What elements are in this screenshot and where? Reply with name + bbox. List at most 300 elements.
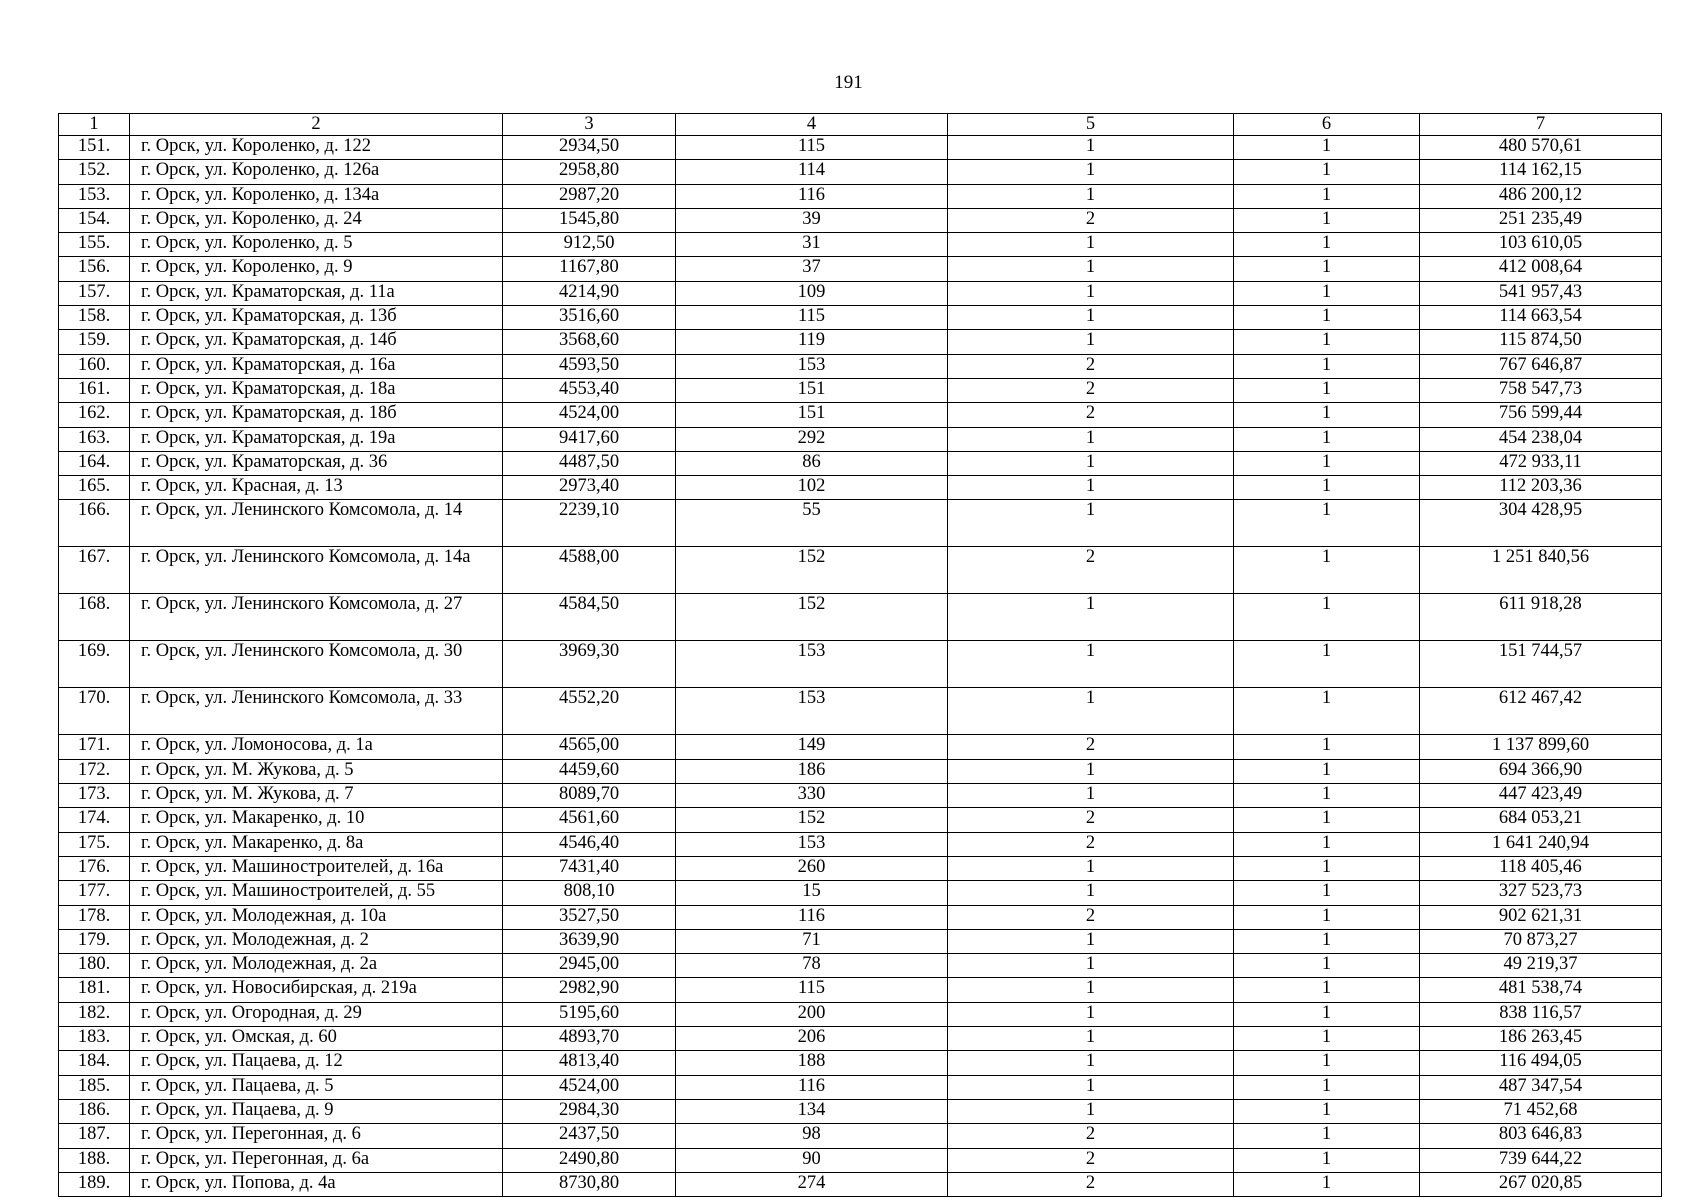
amount-cell: 803 646,83	[1420, 1124, 1662, 1148]
residents-cell: 55	[676, 500, 948, 547]
amount-cell: 767 646,87	[1420, 354, 1662, 378]
area-cell: 2958,80	[503, 160, 676, 184]
value-6-cell: 1	[1234, 281, 1420, 305]
row-number-cell: 171.	[59, 735, 130, 759]
row-number-cell: 187.	[59, 1124, 130, 1148]
value-6-cell: 1	[1234, 233, 1420, 257]
table-row	[59, 476, 1662, 500]
value-6-cell: 1	[1234, 136, 1420, 160]
row-number-cell: 161.	[59, 378, 130, 402]
row-number-cell: 174.	[59, 808, 130, 832]
value-6-cell: 1	[1234, 905, 1420, 929]
value-6-cell: 1	[1234, 378, 1420, 402]
table-row	[59, 281, 1662, 305]
area-cell: 2982,90	[503, 978, 676, 1002]
value-5-cell: 1	[948, 281, 1234, 305]
table-row	[59, 929, 1662, 953]
residents-cell: 186	[676, 759, 948, 783]
address-cell: г. Орск, ул. М. Жукова, д. 7	[130, 784, 503, 808]
residents-cell: 152	[676, 547, 948, 594]
area-cell: 4584,50	[503, 594, 676, 641]
residents-cell: 90	[676, 1148, 948, 1172]
amount-cell: 487 347,54	[1420, 1075, 1662, 1099]
row-number-cell: 179.	[59, 929, 130, 953]
residents-cell: 330	[676, 784, 948, 808]
row-number-cell: 157.	[59, 281, 130, 305]
amount-cell: 267 020,85	[1420, 1172, 1662, 1196]
table-row	[59, 688, 1662, 735]
amount-cell: 304 428,95	[1420, 500, 1662, 547]
address-cell: г. Орск, ул. Пацаева, д. 12	[130, 1051, 503, 1075]
table-row	[59, 905, 1662, 929]
address-cell: г. Орск, ул. М. Жукова, д. 5	[130, 759, 503, 783]
address-cell: г. Орск, ул. Ленинского Комсомола, д. 30	[130, 641, 503, 688]
value-6-cell: 1	[1234, 1099, 1420, 1123]
area-cell: 2934,50	[503, 136, 676, 160]
row-number-cell: 166.	[59, 500, 130, 547]
amount-cell: 541 957,43	[1420, 281, 1662, 305]
value-5-cell: 1	[948, 929, 1234, 953]
value-5-cell: 1	[948, 427, 1234, 451]
row-number-cell: 159.	[59, 330, 130, 354]
amount-cell: 694 366,90	[1420, 759, 1662, 783]
row-number-cell: 158.	[59, 306, 130, 330]
table-row	[59, 208, 1662, 232]
value-6-cell: 1	[1234, 403, 1420, 427]
residents-cell: 188	[676, 1051, 948, 1075]
area-cell: 808,10	[503, 881, 676, 905]
amount-cell: 71 452,68	[1420, 1099, 1662, 1123]
column-number-4: 4	[676, 114, 948, 136]
residents-cell: 119	[676, 330, 948, 354]
address-cell: г. Орск, ул. Попова, д. 4а	[130, 1172, 503, 1196]
value-5-cell: 1	[948, 1027, 1234, 1051]
amount-cell: 902 621,31	[1420, 905, 1662, 929]
value-5-cell: 1	[948, 978, 1234, 1002]
value-6-cell: 1	[1234, 881, 1420, 905]
residents-cell: 152	[676, 808, 948, 832]
amount-cell: 447 423,49	[1420, 784, 1662, 808]
residents-cell: 260	[676, 856, 948, 880]
amount-cell: 327 523,73	[1420, 881, 1662, 905]
table-row	[59, 1075, 1662, 1099]
address-cell: г. Орск, ул. Короленко, д. 126а	[130, 160, 503, 184]
amount-cell: 838 116,57	[1420, 1002, 1662, 1026]
value-6-cell: 1	[1234, 1148, 1420, 1172]
area-cell: 3516,60	[503, 306, 676, 330]
value-5-cell: 1	[948, 594, 1234, 641]
column-number-5: 5	[948, 114, 1234, 136]
row-number-cell: 169.	[59, 641, 130, 688]
row-number-cell: 154.	[59, 208, 130, 232]
table-row	[59, 1124, 1662, 1148]
row-number-cell: 160.	[59, 354, 130, 378]
value-5-cell: 2	[948, 378, 1234, 402]
column-number-6: 6	[1234, 114, 1420, 136]
table-row	[59, 403, 1662, 427]
table-row	[59, 160, 1662, 184]
area-cell: 4459,60	[503, 759, 676, 783]
value-5-cell: 2	[948, 208, 1234, 232]
residents-cell: 39	[676, 208, 948, 232]
value-5-cell: 1	[948, 881, 1234, 905]
value-5-cell: 1	[948, 1099, 1234, 1123]
value-6-cell: 1	[1234, 1051, 1420, 1075]
residents-cell: 115	[676, 306, 948, 330]
table-row	[59, 330, 1662, 354]
residents-cell: 109	[676, 281, 948, 305]
value-6-cell: 1	[1234, 476, 1420, 500]
address-cell: г. Орск, ул. Короленко, д. 122	[130, 136, 503, 160]
area-cell: 3527,50	[503, 905, 676, 929]
residents-cell: 153	[676, 641, 948, 688]
area-cell: 4524,00	[503, 1075, 676, 1099]
row-number-cell: 184.	[59, 1051, 130, 1075]
amount-cell: 118 405,46	[1420, 856, 1662, 880]
amount-cell: 1 137 899,60	[1420, 735, 1662, 759]
area-cell: 4214,90	[503, 281, 676, 305]
table-row	[59, 784, 1662, 808]
column-number-7: 7	[1420, 114, 1662, 136]
table-row	[59, 451, 1662, 475]
table-body	[59, 114, 1662, 1197]
row-number-cell: 189.	[59, 1172, 130, 1196]
area-cell: 2987,20	[503, 184, 676, 208]
table-row	[59, 427, 1662, 451]
residents-cell: 149	[676, 735, 948, 759]
value-5-cell: 2	[948, 905, 1234, 929]
table-row	[59, 1027, 1662, 1051]
value-5-cell: 1	[948, 954, 1234, 978]
area-cell: 4565,00	[503, 735, 676, 759]
table-row	[59, 500, 1662, 547]
row-number-cell: 163.	[59, 427, 130, 451]
table-row	[59, 136, 1662, 160]
row-number-cell: 173.	[59, 784, 130, 808]
value-5-cell: 1	[948, 476, 1234, 500]
residents-cell: 200	[676, 1002, 948, 1026]
amount-cell: 114 162,15	[1420, 160, 1662, 184]
residents-cell: 71	[676, 929, 948, 953]
column-number-2: 2	[130, 114, 503, 136]
area-cell: 2490,80	[503, 1148, 676, 1172]
value-5-cell: 2	[948, 1124, 1234, 1148]
residents-cell: 153	[676, 832, 948, 856]
row-number-cell: 165.	[59, 476, 130, 500]
residents-cell: 114	[676, 160, 948, 184]
value-5-cell: 2	[948, 403, 1234, 427]
row-number-cell: 162.	[59, 403, 130, 427]
amount-cell: 486 200,12	[1420, 184, 1662, 208]
value-6-cell: 1	[1234, 1002, 1420, 1026]
address-cell: г. Орск, ул. Молодежная, д. 2а	[130, 954, 503, 978]
page-number: 191	[834, 72, 863, 93]
area-cell: 8730,80	[503, 1172, 676, 1196]
residents-cell: 31	[676, 233, 948, 257]
address-cell: г. Орск, ул. Короленко, д. 24	[130, 208, 503, 232]
area-cell: 7431,40	[503, 856, 676, 880]
residents-cell: 153	[676, 354, 948, 378]
value-5-cell: 1	[948, 641, 1234, 688]
row-number-cell: 176.	[59, 856, 130, 880]
value-6-cell: 1	[1234, 257, 1420, 281]
table-row	[59, 1002, 1662, 1026]
area-cell: 4561,60	[503, 808, 676, 832]
value-5-cell: 1	[948, 257, 1234, 281]
column-number-1: 1	[59, 114, 130, 136]
value-6-cell: 1	[1234, 160, 1420, 184]
row-number-cell: 164.	[59, 451, 130, 475]
address-cell: г. Орск, ул. Ленинского Комсомола, д. 14	[130, 500, 503, 547]
address-cell: г. Орск, ул. Молодежная, д. 10а	[130, 905, 503, 929]
value-6-cell: 1	[1234, 929, 1420, 953]
table-row	[59, 641, 1662, 688]
table-row	[59, 354, 1662, 378]
value-6-cell: 1	[1234, 954, 1420, 978]
address-cell: г. Орск, ул. Краматорская, д. 19а	[130, 427, 503, 451]
address-cell: г. Орск, ул. Молодежная, д. 2	[130, 929, 503, 953]
address-cell: г. Орск, ул. Краматорская, д. 16а	[130, 354, 503, 378]
row-number-cell: 186.	[59, 1099, 130, 1123]
value-6-cell: 1	[1234, 306, 1420, 330]
table-row	[59, 257, 1662, 281]
address-cell: г. Орск, ул. Краматорская, д. 11а	[130, 281, 503, 305]
value-5-cell: 2	[948, 1148, 1234, 1172]
address-cell: г. Орск, ул. Новосибирская, д. 219а	[130, 978, 503, 1002]
data-table	[58, 113, 1662, 1197]
residents-cell: 134	[676, 1099, 948, 1123]
residents-cell: 115	[676, 136, 948, 160]
table-row	[59, 735, 1662, 759]
table-header-row	[59, 114, 1662, 136]
value-6-cell: 1	[1234, 354, 1420, 378]
area-cell: 4588,00	[503, 547, 676, 594]
value-5-cell: 1	[948, 759, 1234, 783]
amount-cell: 756 599,44	[1420, 403, 1662, 427]
amount-cell: 1 251 840,56	[1420, 547, 1662, 594]
residents-cell: 116	[676, 1075, 948, 1099]
address-cell: г. Орск, ул. Макаренко, д. 10	[130, 808, 503, 832]
amount-cell: 112 203,36	[1420, 476, 1662, 500]
value-5-cell: 1	[948, 136, 1234, 160]
row-number-cell: 167.	[59, 547, 130, 594]
value-5-cell: 1	[948, 856, 1234, 880]
area-cell: 1545,80	[503, 208, 676, 232]
residents-cell: 78	[676, 954, 948, 978]
address-cell: г. Орск, ул. Короленко, д. 5	[130, 233, 503, 257]
value-5-cell: 1	[948, 233, 1234, 257]
value-5-cell: 2	[948, 808, 1234, 832]
value-5-cell: 2	[948, 547, 1234, 594]
table-row	[59, 306, 1662, 330]
row-number-cell: 182.	[59, 1002, 130, 1026]
row-number-cell: 156.	[59, 257, 130, 281]
value-6-cell: 1	[1234, 1027, 1420, 1051]
residents-cell: 206	[676, 1027, 948, 1051]
value-6-cell: 1	[1234, 856, 1420, 880]
area-cell: 2239,10	[503, 500, 676, 547]
address-cell: г. Орск, ул. Ленинского Комсомола, д. 27	[130, 594, 503, 641]
area-cell: 3568,60	[503, 330, 676, 354]
table-row	[59, 881, 1662, 905]
row-number-cell: 175.	[59, 832, 130, 856]
address-cell: г. Орск, ул. Короленко, д. 134а	[130, 184, 503, 208]
value-5-cell: 1	[948, 306, 1234, 330]
residents-cell: 152	[676, 594, 948, 641]
amount-cell: 739 644,22	[1420, 1148, 1662, 1172]
amount-cell: 412 008,64	[1420, 257, 1662, 281]
area-cell: 5195,60	[503, 1002, 676, 1026]
value-5-cell: 2	[948, 1172, 1234, 1196]
residents-cell: 116	[676, 184, 948, 208]
amount-cell: 186 263,45	[1420, 1027, 1662, 1051]
address-cell: г. Орск, ул. Машиностроителей, д. 16а	[130, 856, 503, 880]
residents-cell: 292	[676, 427, 948, 451]
value-5-cell: 2	[948, 735, 1234, 759]
table-row	[59, 547, 1662, 594]
value-5-cell: 1	[948, 1051, 1234, 1075]
value-5-cell: 1	[948, 160, 1234, 184]
address-cell: г. Орск, ул. Краматорская, д. 18а	[130, 378, 503, 402]
address-cell: г. Орск, ул. Перегонная, д. 6а	[130, 1148, 503, 1172]
area-cell: 2437,50	[503, 1124, 676, 1148]
address-cell: г. Орск, ул. Машиностроителей, д. 55	[130, 881, 503, 905]
area-cell: 4813,40	[503, 1051, 676, 1075]
address-cell: г. Орск, ул. Краматорская, д. 14б	[130, 330, 503, 354]
area-cell: 4553,40	[503, 378, 676, 402]
value-5-cell: 2	[948, 832, 1234, 856]
row-number-cell: 152.	[59, 160, 130, 184]
row-number-cell: 181.	[59, 978, 130, 1002]
row-number-cell: 151.	[59, 136, 130, 160]
amount-cell: 114 663,54	[1420, 306, 1662, 330]
value-6-cell: 1	[1234, 547, 1420, 594]
value-5-cell: 1	[948, 184, 1234, 208]
address-cell: г. Орск, ул. Ленинского Комсомола, д. 33	[130, 688, 503, 735]
amount-cell: 115 874,50	[1420, 330, 1662, 354]
residents-cell: 102	[676, 476, 948, 500]
area-cell: 2945,00	[503, 954, 676, 978]
value-5-cell: 1	[948, 784, 1234, 808]
value-6-cell: 1	[1234, 1124, 1420, 1148]
address-cell: г. Орск, ул. Краматорская, д. 13б	[130, 306, 503, 330]
table-row	[59, 1051, 1662, 1075]
amount-cell: 684 053,21	[1420, 808, 1662, 832]
amount-cell: 472 933,11	[1420, 451, 1662, 475]
table-row	[59, 954, 1662, 978]
table-row	[59, 978, 1662, 1002]
amount-cell: 251 235,49	[1420, 208, 1662, 232]
table-row	[59, 759, 1662, 783]
value-6-cell: 1	[1234, 641, 1420, 688]
value-6-cell: 1	[1234, 184, 1420, 208]
table-row	[59, 808, 1662, 832]
value-5-cell: 1	[948, 688, 1234, 735]
value-6-cell: 1	[1234, 451, 1420, 475]
table-row	[59, 1148, 1662, 1172]
table-row	[59, 184, 1662, 208]
row-number-cell: 183.	[59, 1027, 130, 1051]
residents-cell: 151	[676, 403, 948, 427]
value-6-cell: 1	[1234, 832, 1420, 856]
row-number-cell: 155.	[59, 233, 130, 257]
amount-cell: 758 547,73	[1420, 378, 1662, 402]
amount-cell: 151 744,57	[1420, 641, 1662, 688]
row-number-cell: 185.	[59, 1075, 130, 1099]
amount-cell: 481 538,74	[1420, 978, 1662, 1002]
address-cell: г. Орск, ул. Омская, д. 60	[130, 1027, 503, 1051]
amount-cell: 103 610,05	[1420, 233, 1662, 257]
value-5-cell: 1	[948, 1002, 1234, 1026]
table-row	[59, 1099, 1662, 1123]
address-cell: г. Орск, ул. Перегонная, д. 6	[130, 1124, 503, 1148]
residents-cell: 86	[676, 451, 948, 475]
value-6-cell: 1	[1234, 427, 1420, 451]
area-cell: 3969,30	[503, 641, 676, 688]
value-6-cell: 1	[1234, 759, 1420, 783]
amount-cell: 612 467,42	[1420, 688, 1662, 735]
residents-cell: 153	[676, 688, 948, 735]
amount-cell: 611 918,28	[1420, 594, 1662, 641]
table-row	[59, 856, 1662, 880]
row-number-cell: 188.	[59, 1148, 130, 1172]
amount-cell: 116 494,05	[1420, 1051, 1662, 1075]
row-number-cell: 153.	[59, 184, 130, 208]
row-number-cell: 178.	[59, 905, 130, 929]
amount-cell: 70 873,27	[1420, 929, 1662, 953]
address-cell: г. Орск, ул. Краматорская, д. 36	[130, 451, 503, 475]
area-cell: 4593,50	[503, 354, 676, 378]
table-row	[59, 594, 1662, 641]
value-6-cell: 1	[1234, 208, 1420, 232]
area-cell: 4546,40	[503, 832, 676, 856]
row-number-cell: 168.	[59, 594, 130, 641]
residents-cell: 15	[676, 881, 948, 905]
amount-cell: 480 570,61	[1420, 136, 1662, 160]
residents-cell: 274	[676, 1172, 948, 1196]
amount-cell: 49 219,37	[1420, 954, 1662, 978]
area-cell: 2984,30	[503, 1099, 676, 1123]
area-cell: 2973,40	[503, 476, 676, 500]
value-6-cell: 1	[1234, 808, 1420, 832]
address-cell: г. Орск, ул. Краматорская, д. 18б	[130, 403, 503, 427]
value-5-cell: 2	[948, 354, 1234, 378]
value-6-cell: 1	[1234, 688, 1420, 735]
residents-cell: 98	[676, 1124, 948, 1148]
area-cell: 1167,80	[503, 257, 676, 281]
table-row	[59, 1172, 1662, 1196]
row-number-cell: 180.	[59, 954, 130, 978]
value-6-cell: 1	[1234, 330, 1420, 354]
address-cell: г. Орск, ул. Красная, д. 13	[130, 476, 503, 500]
value-6-cell: 1	[1234, 978, 1420, 1002]
amount-cell: 1 641 240,94	[1420, 832, 1662, 856]
value-6-cell: 1	[1234, 500, 1420, 547]
address-cell: г. Орск, ул. Короленко, д. 9	[130, 257, 503, 281]
area-cell: 4893,70	[503, 1027, 676, 1051]
table-row	[59, 378, 1662, 402]
area-cell: 4524,00	[503, 403, 676, 427]
value-5-cell: 1	[948, 451, 1234, 475]
address-cell: г. Орск, ул. Огородная, д. 29	[130, 1002, 503, 1026]
column-number-3: 3	[503, 114, 676, 136]
value-6-cell: 1	[1234, 594, 1420, 641]
table-row	[59, 832, 1662, 856]
area-cell: 4552,20	[503, 688, 676, 735]
area-cell: 912,50	[503, 233, 676, 257]
address-cell: г. Орск, ул. Ломоносова, д. 1а	[130, 735, 503, 759]
area-cell: 8089,70	[503, 784, 676, 808]
